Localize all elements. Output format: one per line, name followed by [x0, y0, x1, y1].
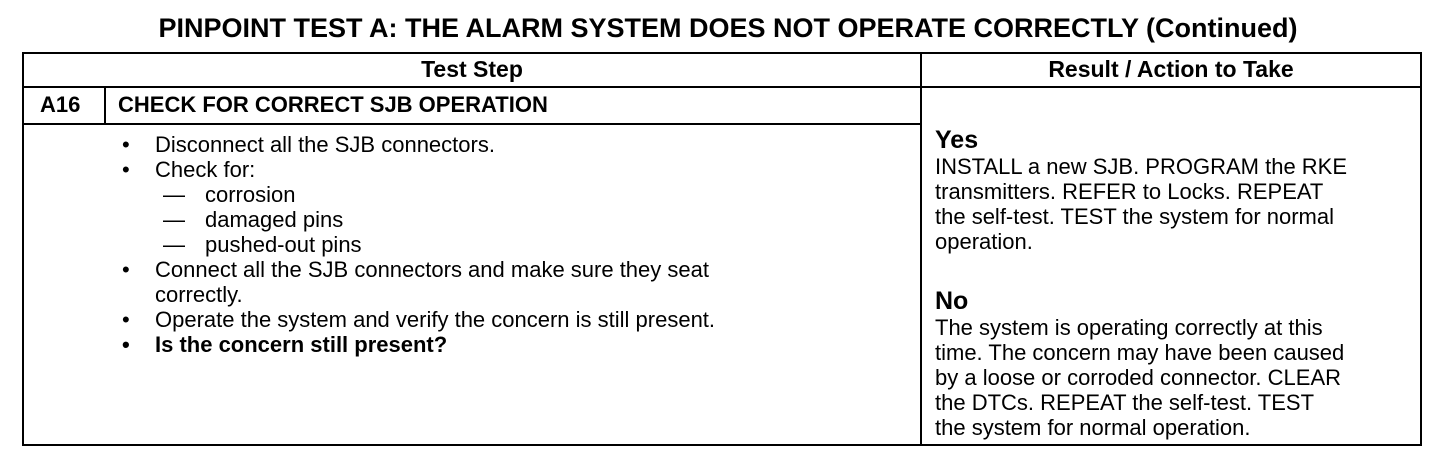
pinpoint-test-table — [22, 52, 1422, 446]
column-divider — [920, 52, 922, 446]
instruction-text-continued: correctly. — [155, 282, 243, 307]
result-yes-label: Yes — [935, 126, 979, 154]
step-id-divider — [104, 87, 106, 124]
instruction-text: Operate the system and verify the concern is still present. — [155, 307, 716, 332]
dash-glyph: — — [163, 232, 185, 257]
instruction-text: Check for: — [155, 157, 256, 182]
list-item — [118, 332, 715, 357]
result-yes-text: INSTALL a new SJB. PROGRAM the RKE transmitters. REFER to Locks. REPEAT the self-test. TEST the system for normal operation. — [935, 154, 1348, 254]
bullet-glyph: • — [122, 307, 130, 332]
list-item — [118, 257, 715, 282]
list-item — [118, 232, 715, 257]
list-item — [118, 282, 715, 307]
bullet-glyph: • — [122, 157, 130, 182]
bullet-glyph: • — [122, 257, 130, 282]
table-border-left — [22, 52, 24, 446]
dash-glyph: — — [163, 182, 185, 207]
header-result-action: Result / Action to Take — [1048, 56, 1294, 82]
header-test-step: Test Step — [421, 56, 523, 82]
result-no — [935, 287, 1420, 440]
check-item-text: damaged pins — [205, 207, 344, 232]
result-yes — [935, 126, 1420, 254]
step-title: CHECK FOR CORRECT SJB OPERATION — [118, 92, 548, 117]
result-no-label: No — [935, 287, 969, 315]
step-title-divider — [22, 123, 921, 125]
table-border-right — [1420, 52, 1422, 446]
list-item — [118, 157, 715, 182]
dash-glyph: — — [163, 207, 185, 232]
check-item-text: corrosion — [205, 182, 296, 207]
table-border-bottom — [22, 444, 1422, 446]
step-instructions — [118, 132, 715, 357]
instruction-text: Disconnect all the SJB connectors. — [155, 132, 495, 157]
page-title: PINPOINT TEST A: THE ALARM SYSTEM DOES NOT OPERATE CORRECTLY (Continued) — [158, 13, 1298, 43]
result-no-text: The system is operating correctly at this time. The concern may have been caused by a loose or corroded connector. CLEAR the DTCs. REPEAT the self-test. TEST the system for normal operation. — [935, 315, 1345, 440]
list-item — [118, 307, 715, 332]
check-item-text: pushed-out pins — [205, 232, 362, 257]
bullet-glyph: • — [122, 132, 130, 157]
bullet-glyph: • — [122, 332, 130, 357]
list-item — [118, 182, 715, 207]
list-item — [118, 207, 715, 232]
instruction-text: Connect all the SJB connectors and make sure they seat — [155, 257, 709, 282]
step-id: A16 — [40, 92, 81, 117]
question-text: Is the concern still present? — [155, 332, 448, 357]
list-item — [118, 132, 715, 157]
